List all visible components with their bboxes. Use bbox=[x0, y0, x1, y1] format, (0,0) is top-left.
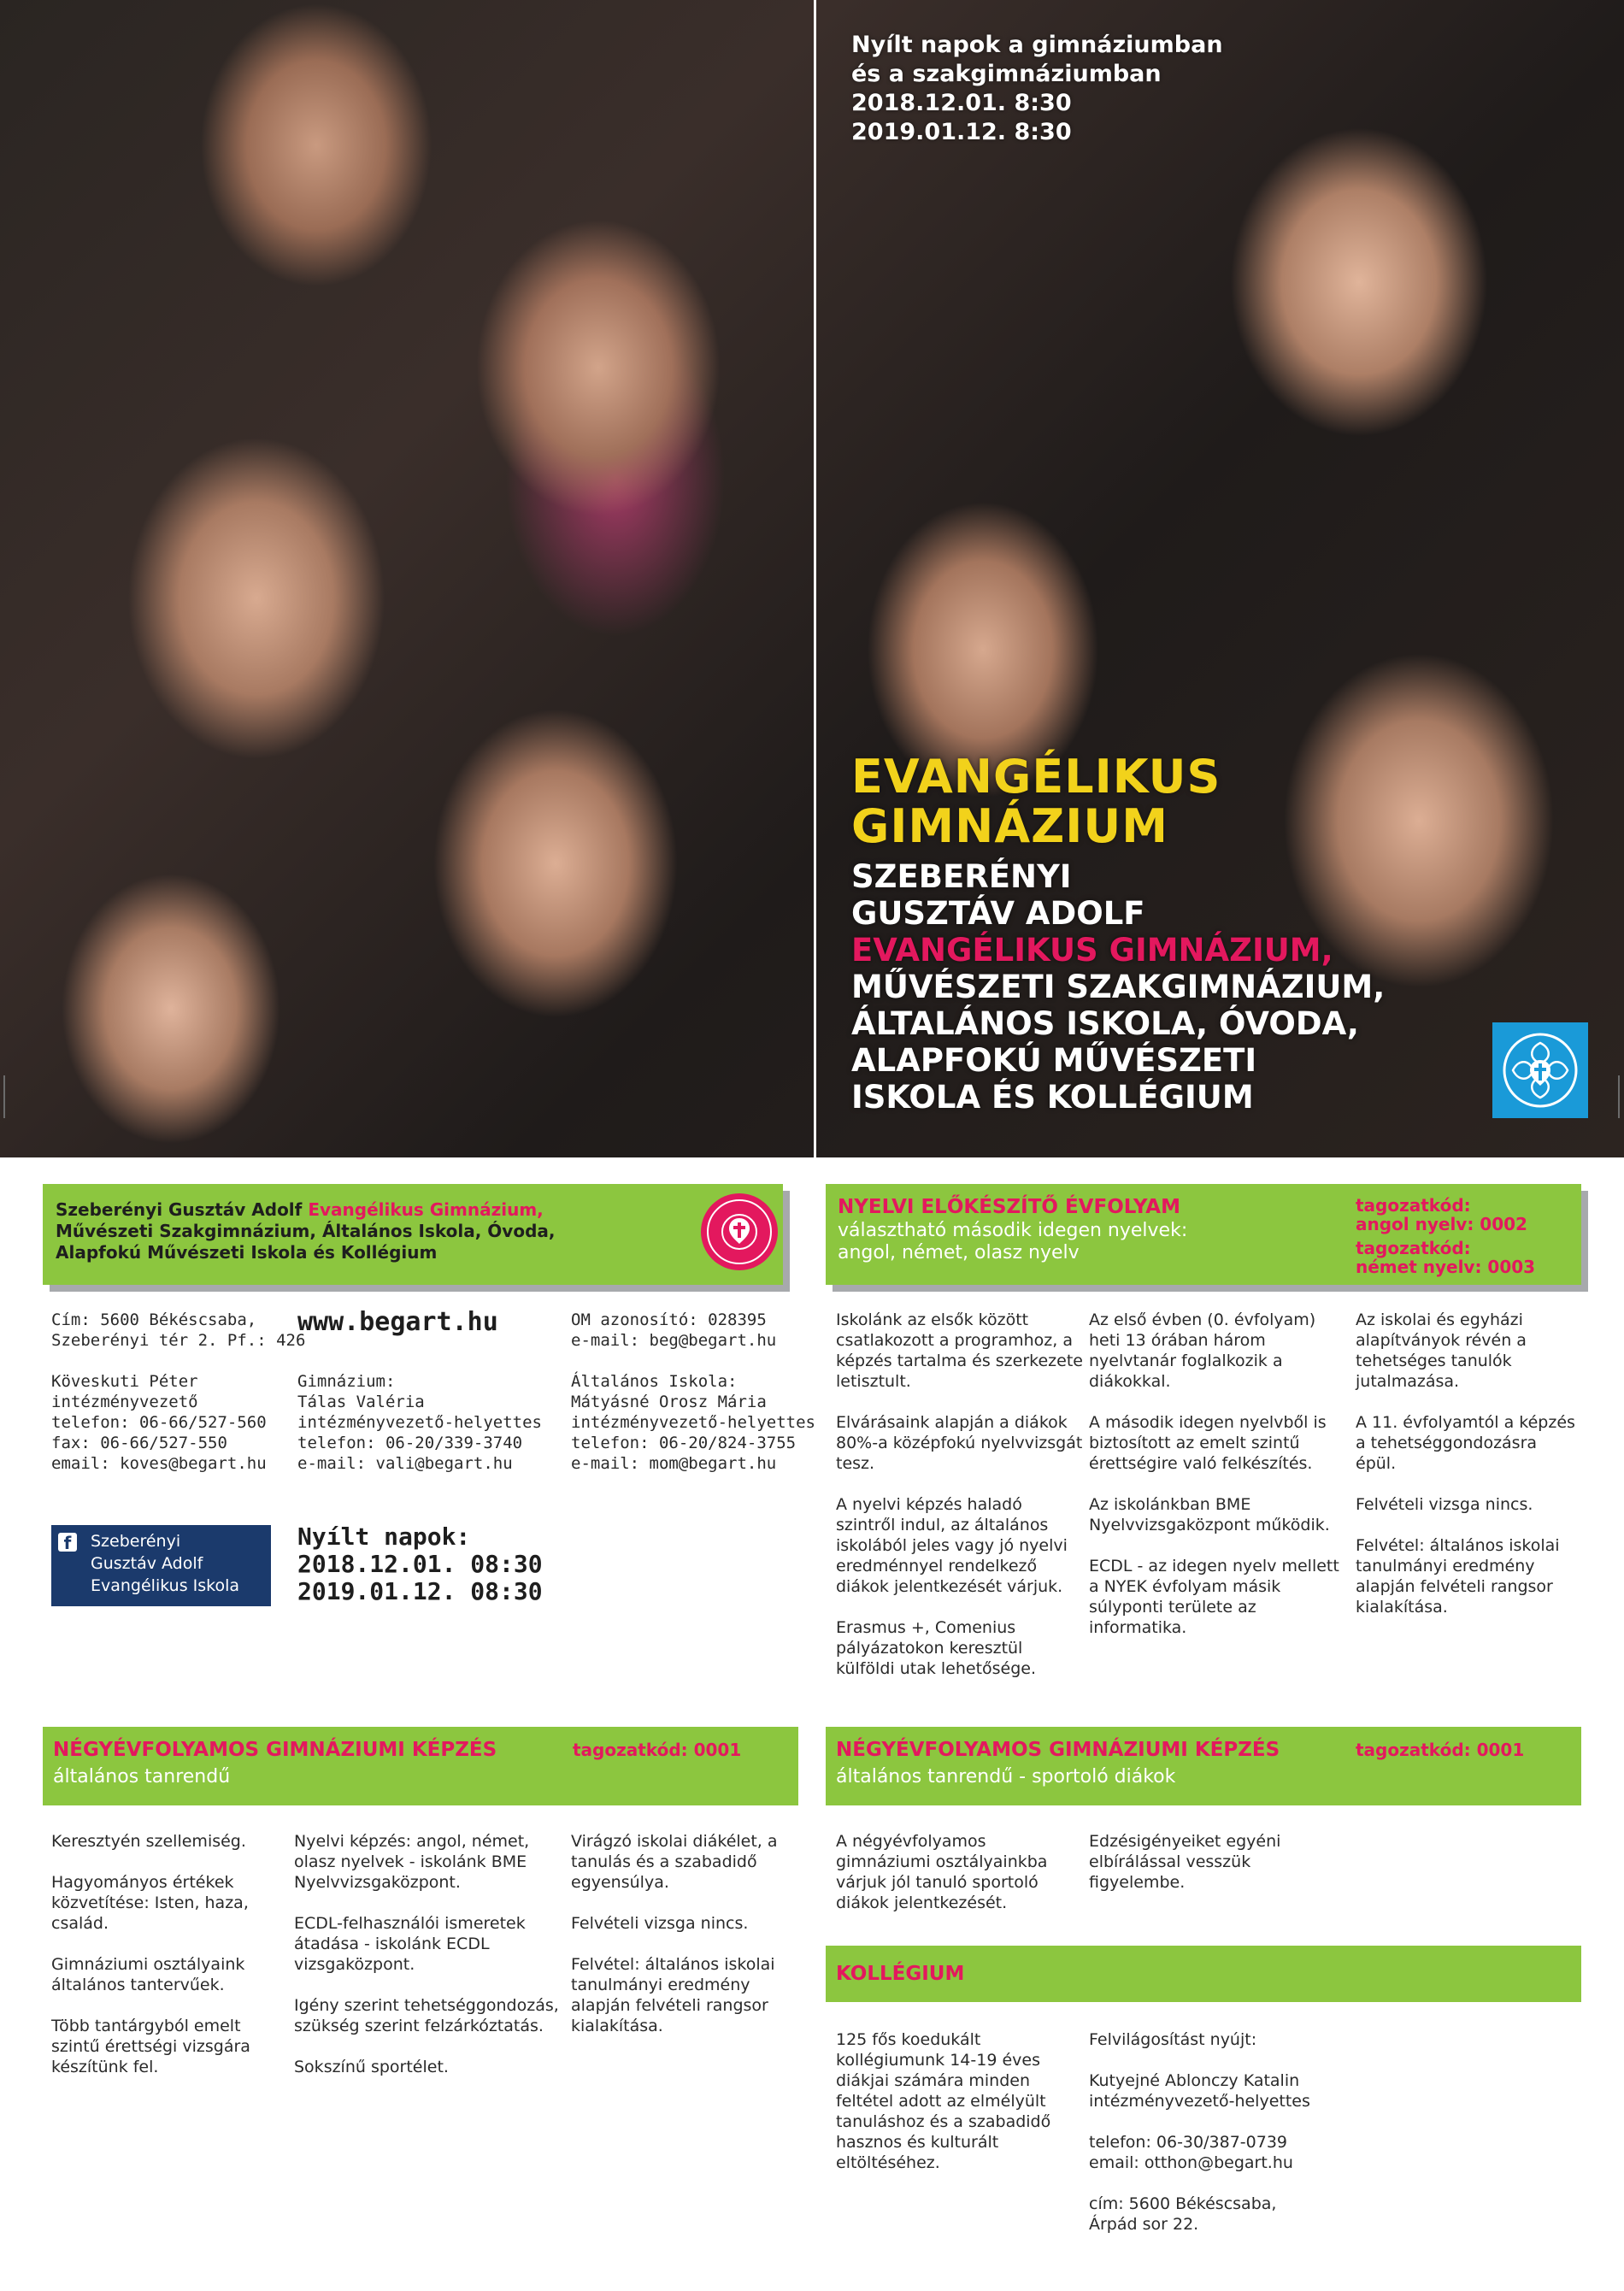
facebook-label bbox=[91, 1530, 239, 1597]
open-days-title: Nyílt napok: bbox=[297, 1522, 471, 1551]
gymnasium-sport-banner bbox=[826, 1727, 1581, 1805]
gymnasium-sport-code: tagozatkód: 0001 bbox=[1356, 1740, 1525, 1760]
title-line: GIMNÁZIUM bbox=[851, 799, 1168, 853]
subtitle-line: GUSZTÁV ADOLF bbox=[851, 895, 1145, 932]
nyelvi-subtitle bbox=[838, 1220, 1187, 1264]
nyelvi-column-3 bbox=[1356, 1310, 1581, 1617]
contact-line: Cím: 5600 Békéscsaba, bbox=[51, 1310, 257, 1329]
contact-phone: telefon: 06-30/387-0739 bbox=[1089, 2133, 1287, 2152]
school-name-highlight: Evangélikus Gimnázium, bbox=[308, 1199, 544, 1220]
luther-rose-logo bbox=[1492, 1022, 1588, 1118]
dormitory-banner bbox=[826, 1946, 1581, 2002]
contact-line: intézményvezető-helyettes bbox=[571, 1413, 815, 1432]
school-name-line: Művészeti Szakgimnázium, Általános Iskola, Óvoda, bbox=[56, 1221, 556, 1241]
contact-line: Köveskuti Péter bbox=[51, 1372, 198, 1391]
paragraph: Igény szerint tehetséggondozás, szükség szerint felzárkóztatás. bbox=[294, 1996, 559, 2035]
contact-line: intézményvezető-helyettes bbox=[297, 1413, 542, 1432]
nyelvi-codes bbox=[1356, 1196, 1535, 1276]
open-days-box bbox=[297, 1523, 543, 1605]
facebook-icon: f bbox=[58, 1533, 77, 1552]
open-days-line: 2018.12.01. 8:30 bbox=[851, 90, 1072, 116]
paragraph: Keresztyén szellemiség. bbox=[51, 1832, 246, 1851]
edge-mark bbox=[3, 1075, 5, 1118]
contact-address bbox=[51, 1310, 305, 1474]
contact-om bbox=[571, 1310, 815, 1474]
paragraph: Sokszínű sportélet. bbox=[294, 2058, 449, 2076]
contact-role: intézményvezető-helyettes bbox=[1089, 2092, 1310, 2111]
paragraph: Iskolánk az elsők között csatlakozott a programhoz, a képzés tartalma és szerkezete letisztult. bbox=[836, 1310, 1083, 1391]
dormitory-heading: KOLLÉGIUM bbox=[836, 1963, 965, 1985]
paragraph: Több tantárgyból emelt szintű érettségi vizsgára készítünk fel. bbox=[51, 2017, 250, 2076]
contact-line: OM azonosító: 028395 bbox=[571, 1310, 767, 1329]
contact-email[interactable]: e-mail: vali@begart.hu bbox=[297, 1454, 513, 1473]
code-value: német nyelv: 0003 bbox=[1356, 1257, 1536, 1277]
school-name bbox=[56, 1199, 556, 1263]
open-days-date: 2018.12.01. 08:30 bbox=[297, 1550, 543, 1578]
contact-gym bbox=[297, 1371, 542, 1474]
luther-rose-icon bbox=[1499, 1029, 1581, 1111]
paragraph: A nyelvi képzés haladó szintről indul, az általános iskolából jeles vagy jó nyelvi eredménnyel rendelkező diákok jelentkezését várjuk. bbox=[836, 1495, 1068, 1596]
gymnasium-column-3 bbox=[571, 1831, 797, 2036]
school-emblem-icon bbox=[697, 1189, 782, 1275]
subtitle-line: ALAPFOKÚ MŰVÉSZETI bbox=[851, 1042, 1257, 1079]
contact-line: Gimnázium: bbox=[297, 1372, 396, 1391]
paragraph: ECDL - az idegen nyelv mellett a NYEK évfolyam másik súlyponti területe az informatika. bbox=[1089, 1557, 1339, 1637]
nyelvi-subtitle-line: választható második idegen nyelvek: bbox=[838, 1220, 1188, 1241]
contact-line: Szeberényi tér 2. Pf.: 426 bbox=[51, 1331, 306, 1350]
photo-divider bbox=[814, 0, 816, 1157]
paragraph: Gimnáziumi osztályaink általános tantervűek. bbox=[51, 1955, 245, 1994]
gymnasium-code: tagozatkód: 0001 bbox=[573, 1740, 742, 1760]
school-name-line: Alapfokú Művészeti Iskola és Kollégium bbox=[56, 1242, 438, 1263]
facebook-badge[interactable] bbox=[51, 1525, 271, 1606]
gymnasium-column-1 bbox=[51, 1831, 275, 2077]
paragraph: Virágzó iskolai diákélet, a tanulás és a szabadidő egyensúlya. bbox=[571, 1832, 778, 1892]
facebook-line: Evangélikus Iskola bbox=[91, 1576, 240, 1595]
contact-name: Kutyejné Ablonczy Katalin bbox=[1089, 2071, 1300, 2090]
contact-line: telefon: 06-66/527-560 bbox=[51, 1413, 267, 1432]
paragraph: Felvétel: általános iskolai tanulmányi eredmény alapján felvételi rangsor kialakítása. bbox=[1356, 1536, 1560, 1617]
code-label: tagozatkód: bbox=[1356, 1238, 1471, 1258]
contact-line: Általános Iskola: bbox=[571, 1372, 738, 1391]
paragraph: Az első évben (0. évfolyam) heti 13 órában három nyelvtanár foglalkozik a diákokkal. bbox=[1089, 1310, 1316, 1391]
contact-line: telefon: 06-20/824-3755 bbox=[571, 1434, 797, 1452]
contact-email[interactable]: e-mail: mom@begart.hu bbox=[571, 1454, 777, 1473]
paragraph: ECDL-felhasználói ismeretek átadása - iskolánk ECDL vizsgaközpont. bbox=[294, 1914, 526, 1974]
contact-address: Árpád sor 22. bbox=[1089, 2215, 1199, 2234]
contact-line: fax: 06-66/527-550 bbox=[51, 1434, 227, 1452]
title-line: EVANGÉLIKUS bbox=[851, 750, 1221, 804]
contact-line: telefon: 06-20/339-3740 bbox=[297, 1434, 523, 1452]
hero-title bbox=[851, 752, 1385, 1116]
school-name-part: Szeberényi Gusztáv Adolf bbox=[56, 1199, 309, 1220]
contact-email[interactable]: email: koves@begart.hu bbox=[51, 1454, 267, 1473]
contact-line: Mátyásné Orosz Mária bbox=[571, 1393, 767, 1411]
paragraph: Nyelvi képzés: angol, német, olasz nyelvek - iskolánk BME Nyelvvizsgaközpont. bbox=[294, 1832, 530, 1892]
facebook-line: Szeberényi bbox=[91, 1532, 181, 1551]
nyelvi-column-2 bbox=[1089, 1310, 1342, 1638]
contact-line: intézményvezető bbox=[51, 1393, 198, 1411]
nyelvi-heading: NYELVI ELŐKÉSZÍTŐ ÉVFOLYAM bbox=[838, 1196, 1180, 1218]
subtitle-line: SZEBERÉNYI bbox=[851, 858, 1072, 895]
subtitle-line: ISKOLA ÉS KOLLÉGIUM bbox=[851, 1079, 1254, 1116]
open-days-line: Nyílt napok a gimnáziumban bbox=[851, 32, 1223, 58]
paragraph: Elvárásaink alapján a diákok 80%-a középfokú nyelvvizsgát tesz. bbox=[836, 1413, 1083, 1473]
paragraph: Erasmus +, Comenius pályázatokon keresztül külföldi utak lehetősége. bbox=[836, 1618, 1037, 1678]
paragraph: Felvételi vizsga nincs. bbox=[571, 1914, 749, 1933]
code-label: tagozatkód: bbox=[1356, 1195, 1471, 1216]
gymnasium-banner bbox=[43, 1727, 798, 1805]
dormitory-column-1: 125 fős koedukált kollégiumunk 14-19 éves diákjai számára minden feltétel adott az elmélyült tanuláshoz és a szabadidő hasznos és kulturált eltöltéséhez. bbox=[836, 2030, 1051, 2172]
nyelvi-subtitle-line: angol, német, olasz nyelv bbox=[838, 1242, 1080, 1263]
nyelvi-banner bbox=[826, 1184, 1581, 1285]
edge-mark bbox=[1618, 1075, 1620, 1118]
paragraph: Az iskolai és egyházi alapítványok révén a tehetséges tanulók jutalmazása. bbox=[1356, 1310, 1527, 1391]
contact-email[interactable]: e-mail: beg@begart.hu bbox=[571, 1331, 777, 1350]
contact-email[interactable]: email: otthon@begart.hu bbox=[1089, 2153, 1293, 2172]
open-days-line: 2019.01.12. 8:30 bbox=[851, 119, 1072, 145]
subtitle bbox=[851, 858, 1385, 1116]
open-days-date: 2019.01.12. 08:30 bbox=[297, 1577, 543, 1605]
gymnasium-heading: NÉGYÉVFOLYAMOS GIMNÁZIUMI KÉPZÉS bbox=[53, 1739, 497, 1761]
gymnasium-sport-column-1: A négyévfolyamos gimnáziumi osztályainkba várjuk jól tanuló sportoló diákok jelentkezését. bbox=[836, 1832, 1048, 1912]
website-link[interactable]: www.begart.hu bbox=[297, 1307, 498, 1337]
paragraph: Hagyományos értékek közvetítése: Isten, haza, család. bbox=[51, 1873, 249, 1933]
paragraph: A második idegen nyelvből is biztosított az emelt szintű érettségire való felkészítés. bbox=[1089, 1413, 1327, 1473]
subtitle-line: MŰVÉSZETI SZAKGIMNÁZIUM, bbox=[851, 969, 1386, 1005]
school-name-banner bbox=[43, 1184, 783, 1285]
paragraph: Az iskolánkban BME Nyelvvizsgaközpont működik. bbox=[1089, 1495, 1330, 1534]
nyelvi-column-1 bbox=[836, 1310, 1084, 1679]
gymnasium-sport-heading: NÉGYÉVFOLYAMOS GIMNÁZIUMI KÉPZÉS bbox=[836, 1739, 1280, 1761]
subtitle-line: ÁLTALÁNOS ISKOLA, ÓVODA, bbox=[851, 1005, 1359, 1042]
paragraph: Felvételi vizsga nincs. bbox=[1356, 1495, 1533, 1514]
code-value: angol nyelv: 0002 bbox=[1356, 1214, 1527, 1234]
gymnasium-column-2 bbox=[294, 1831, 566, 2077]
gymnasium-sport-column-2: Edzésigényeiket egyéni elbírálással vesszük figyelembe. bbox=[1089, 1832, 1281, 1892]
open-days-line: és a szakgimnáziumban bbox=[851, 61, 1162, 87]
gymnasium-subtitle: általános tanrendű bbox=[53, 1766, 231, 1787]
contact-address: cím: 5600 Békéscsaba, bbox=[1089, 2194, 1277, 2213]
open-days-overlay bbox=[851, 31, 1223, 147]
contact-line: Tálas Valéria bbox=[297, 1393, 425, 1411]
gymnasium-sport-subtitle: általános tanrendű - sportoló diákok bbox=[836, 1766, 1176, 1787]
facebook-line: Gusztáv Adolf bbox=[91, 1554, 203, 1573]
paragraph: A 11. évfolyamtól a képzés a tehetséggondozásra épül. bbox=[1356, 1413, 1575, 1473]
info-title: Felvilágosítást nyújt: bbox=[1089, 2030, 1257, 2049]
dormitory-column-2 bbox=[1089, 2029, 1345, 2235]
subtitle-line: EVANGÉLIKUS GIMNÁZIUM, bbox=[851, 932, 1333, 969]
paragraph: Felvétel: általános iskolai tanulmányi eredmény alapján felvételi rangsor kialakítása. bbox=[571, 1955, 775, 2035]
